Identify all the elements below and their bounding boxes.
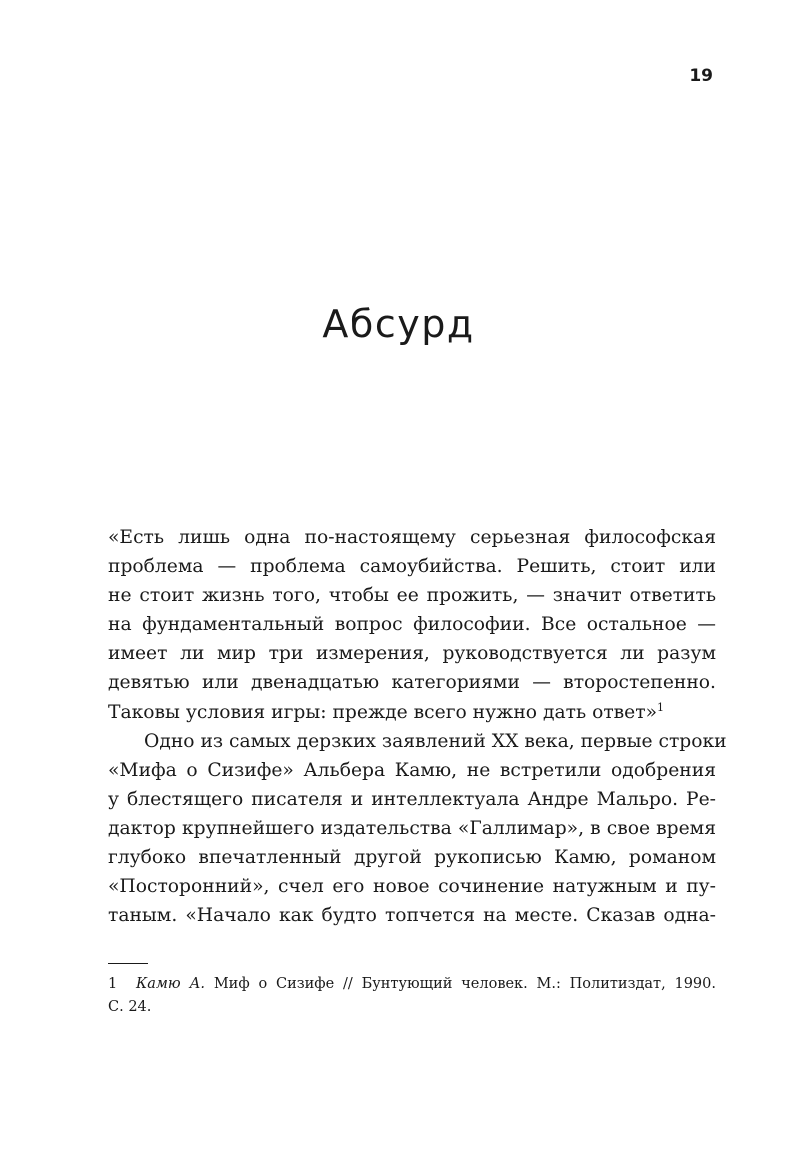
body-line: «Посторонний», счел его новое сочинение натужным и пу- [108, 876, 716, 898]
body-line-text: Таковы условия игры: прежде всего нужно дать ответ» [108, 701, 658, 723]
body-line: глубоко впечатленный другой рукописью Камю, романом [108, 847, 716, 869]
body-line: Одно из самых дерзких заявлений XX века, первые строки [144, 730, 727, 752]
body-line: девятью или двенадцатью категориями — второстепенно. [108, 672, 716, 694]
body-line: «Мифа о Сизифе» Альбера Камю, не встретили одобрения [108, 759, 716, 781]
body-text [108, 523, 727, 930]
body-line: не стоит жизнь того, чтобы ее прожить, — значит ответить [108, 585, 716, 607]
body-line: таным. «Начало как будто топчется на месте. Сказав одна- [108, 905, 716, 927]
footnote [108, 973, 716, 1019]
body-line [108, 698, 716, 727]
body-line: «Есть лишь одна по-настоящему серьезная философская [108, 527, 716, 548]
footnote-text: Миф о Сизифе // Бунтующий человек. М.: Политиздат, 1990. [205, 976, 716, 992]
page-number: 19 [689, 66, 713, 86]
body-line: у блестящего писателя и интеллектуала Андре Мальро. Ре- [108, 788, 716, 810]
footnote-reference[interactable]: 1 [657, 700, 665, 714]
chapter-title: Абсурд [322, 302, 475, 346]
footnote-line: С. 24. [108, 999, 152, 1015]
body-line: на фундаментальный вопрос философии. Все остальное — [108, 614, 716, 636]
footnote-number: 1 [108, 976, 118, 992]
body-line: имеет ли мир три измерения, руководствуется ли разум [108, 643, 716, 665]
footnote-divider [108, 963, 148, 964]
body-line: проблема — проблема самоубийства. Решить, стоит или [108, 556, 716, 578]
footnote-author: Камю А. [136, 976, 206, 992]
footnote-line [108, 973, 716, 996]
body-line: дактор крупнейшего издательства «Галлимар», в свое время [108, 817, 716, 839]
